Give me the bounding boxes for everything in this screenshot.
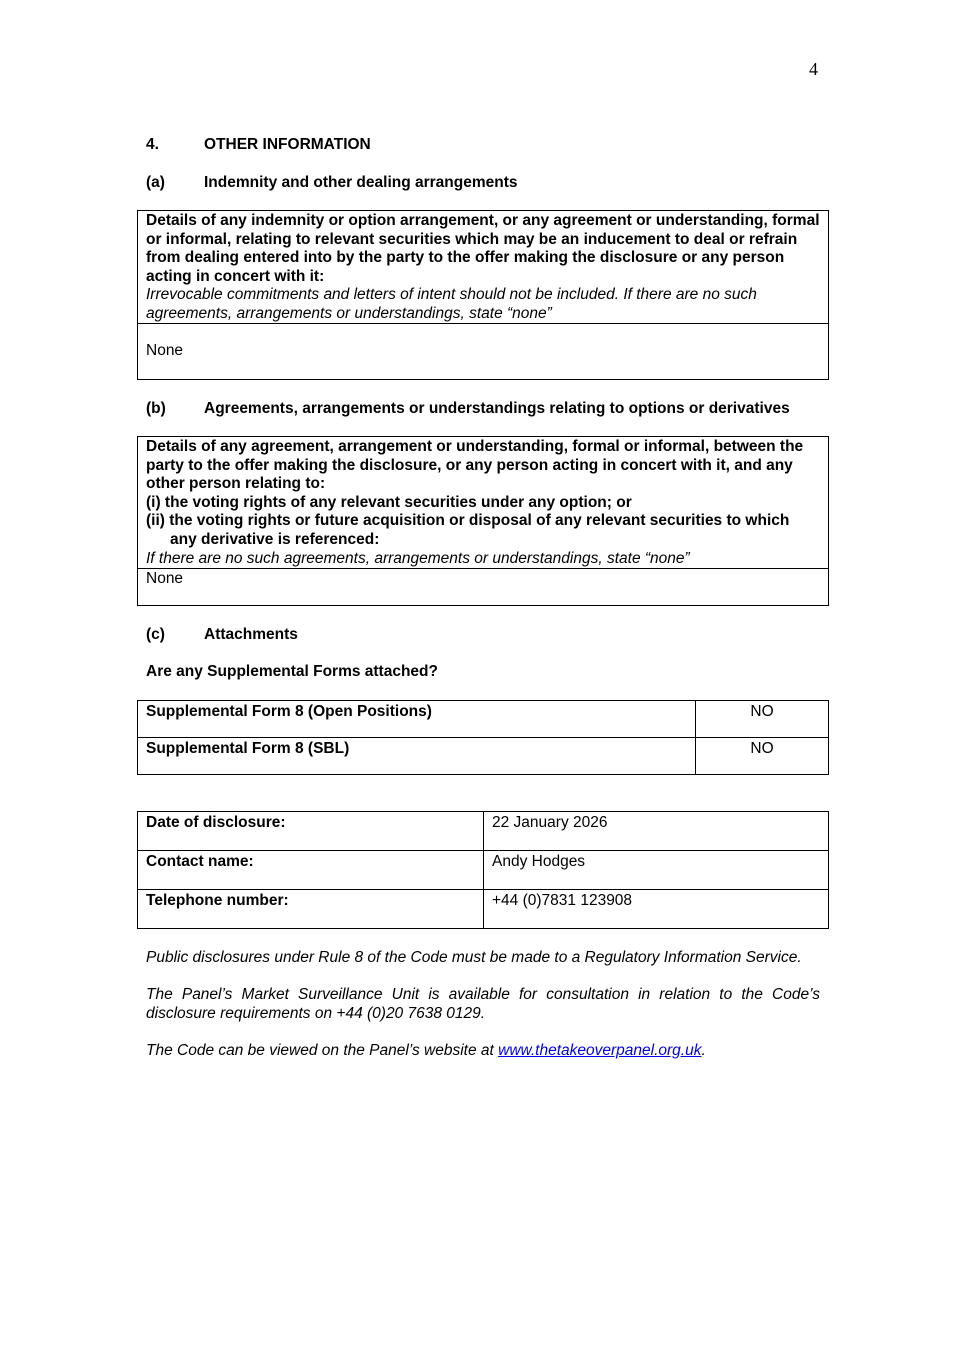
section-heading [146,136,371,155]
subsection-c-heading [146,626,298,645]
attachments-question: Are any Supplemental Forms attached? [146,663,438,680]
note-website [146,1042,820,1061]
disclosure-label-cell: Date of disclosure: [138,812,484,851]
table-row [138,701,829,738]
footer-notes [146,949,820,1079]
panel-website-link[interactable]: www.thetakeoverpanel.org.uk [498,1041,702,1059]
disclosure-value-cell: +44 (0)7831 123908 [484,890,829,929]
options-box-heading: Details of any agreement, arrangement or understanding, formal or informal, between the party to the offer making the disclosure, or any person acting in concert with it, and any other person relating to: [146,438,804,493]
subsection-b-heading [146,400,790,419]
form-name-cell: Supplemental Form 8 (Open Positions) [138,701,696,738]
subsection-a-label: (a) [146,174,165,191]
form-value-cell: NO [696,738,829,775]
page-number: 4 [809,59,818,79]
indemnity-box-note: Irrevocable commitments and letters of intent should not be included. If there are no such agreements, arrangements or understandings, state “none” [146,286,757,322]
table-row [138,738,829,775]
options-item-2: (ii) the voting rights or future acquisition or disposal of any relevant securities to which [146,512,790,530]
options-value: None [146,570,184,587]
options-item-2-cont: any derivative is referenced: [170,530,380,548]
table-row [138,812,829,851]
subsection-b-title: Agreements, arrangements or understandings relating to options or derivatives [204,400,790,417]
disclosure-value-cell: Andy Hodges [484,851,829,890]
note-surveillance: The Panel’s Market Surveillance Unit is available for consultation in relation to the Code’s disclosure requirements on +44 (0)20 7638 0129. [146,986,820,1022]
note-website-prefix: The Code can be viewed on the Panel’s website at [146,1041,499,1059]
disclosure-value-cell: 22 January 2026 [484,812,829,851]
disclosure-label-cell: Telephone number: [138,890,484,929]
table-row [138,851,829,890]
indemnity-box [137,210,829,380]
subsection-b-label: (b) [146,400,166,417]
disclosure-table [137,811,829,929]
form-name-cell: Supplemental Form 8 (SBL) [138,738,696,775]
indemnity-box-heading: Details of any indemnity or option arrangement, or any agreement or understanding, formal or informal, relating to relevant securities which may be an inducement to deal or refrain from dealing entered into by the party to the offer making the disclosure or any person acting in concert with it: [146,212,820,285]
options-box-note: If there are no such agreements, arrangements or understandings, state “none” [146,549,690,567]
indemnity-value: None [146,342,184,359]
section-number: 4. [146,136,159,153]
note-regulatory: Public disclosures under Rule 8 of the Code must be made to a Regulatory Information Service. [146,949,802,966]
indemnity-box-header [138,211,828,324]
attachments-table [137,700,829,775]
section-title: OTHER INFORMATION [204,136,371,153]
note-website-suffix: . [701,1041,706,1059]
subsection-a-heading [146,174,518,193]
options-box [137,436,829,606]
options-box-header [138,437,828,569]
options-item-1: (i) the voting rights of any relevant securities under any option; or [146,493,632,511]
table-row [138,890,829,929]
form-value-cell: NO [696,701,829,738]
subsection-c-label: (c) [146,626,165,643]
subsection-a-title: Indemnity and other dealing arrangements [204,174,518,191]
subsection-c-title: Attachments [204,626,298,643]
disclosure-label-cell: Contact name: [138,851,484,890]
